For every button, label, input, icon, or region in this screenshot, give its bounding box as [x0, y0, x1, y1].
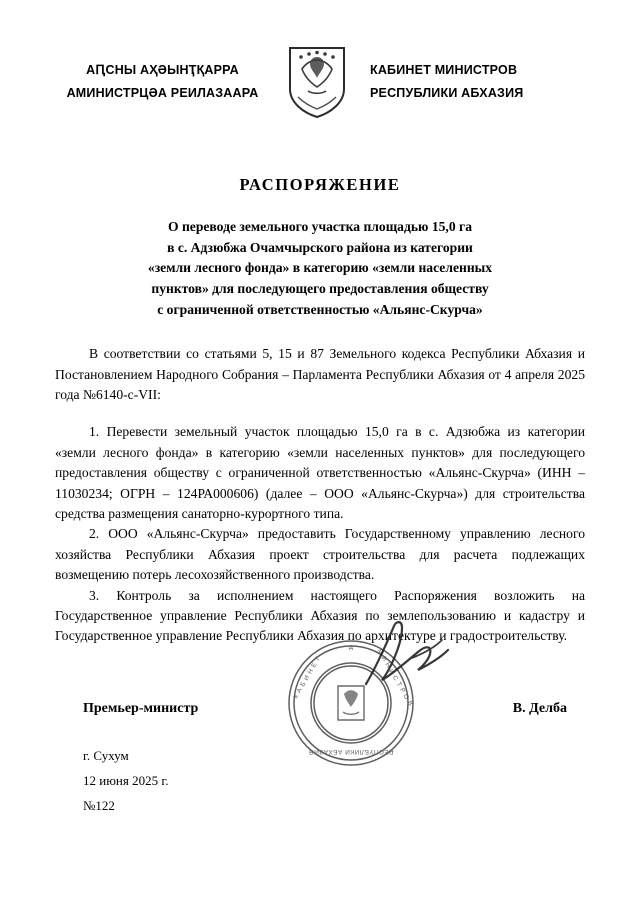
document-number: №122 [83, 798, 115, 814]
svg-text:К А Б И Н Е Т: К А Б И Н Е Т [292, 655, 323, 701]
stamp-area [286, 638, 416, 768]
signatory-name: В. Делба [512, 700, 567, 716]
header-right-block [364, 59, 585, 105]
header-right-line-1: КАБИНЕТ МИНИСТРОВ [370, 62, 518, 77]
document-subject [55, 217, 585, 320]
document-body [55, 344, 585, 646]
svg-text:А: А [348, 645, 354, 652]
clause-paragraph-3: 3. Контроль за исполнением настоящего Распоряжения возложить на Государственное управление Республики Абхазия по землепользованию и кадастру и Государственное управление Республики Абхазия по архитектуре и градостроительству. [55, 587, 585, 644]
handwritten-signature-icon [360, 618, 456, 698]
subject-line-5: с ограниченной ответственностью «Альянс-Скурча» [157, 301, 483, 317]
coat-of-arms-icon [286, 45, 348, 119]
page-title: РАСПОРЯЖЕНИЕ [239, 175, 401, 194]
subject-line-3: «земли лесного фонда» в категорию «земли населенных [147, 260, 493, 276]
document-header [55, 45, 585, 119]
clause-paragraph-1: 1. Перевести земельный участок площадью 15,0 га в с. Адзюбжа из категории «земли лесного фонда» в категорию «земли населенных пунктов» для последующего предоставления обществу с ограниченной ответственностью «Альянс-Скурча» (ИНН – 11030234; ОГРН – 124РА000606) (далее – ООО «Альянс-Скурча») для строительства средства размещения санаторно-курортного типа. [55, 424, 585, 522]
subject-line-1: О переводе земельного участка площадью 15,0 га [168, 219, 472, 234]
city-label: г. Сухум [83, 747, 129, 763]
signatory-position: Премьер-министр [83, 700, 199, 716]
header-left-block [55, 59, 270, 105]
svg-text:РЕСПУБЛИКИ АБХАЗИЯ: РЕСПУБЛИКИ АБХАЗИЯ [308, 748, 394, 755]
svg-text:М И Н И С Т Р О В: М И Н И С Т Р О В [375, 647, 414, 708]
preamble-paragraph: В соответствии со статьями 5, 15 и 87 Земельного кодекса Республики Абхазия и Постановлением Народного Собрания – Парламента Республики Абхазия от 4 апреля 2025 года №6140-с-VII: [55, 346, 585, 403]
header-left-line-2: АМИНИСТРЦӘА РЕИЛАЗААРА [66, 86, 259, 100]
date-label: 12 июня 2025 г. [83, 773, 169, 789]
header-left-line-1: АԤСНЫ АҲӘЫНҬҚАРРА [86, 62, 239, 77]
subject-line-4: пунктов» для последующего предоставления обществу [151, 280, 489, 296]
header-right-line-2: РЕСПУБЛИКИ АБХАЗИЯ [370, 86, 524, 100]
clause-paragraph-2: 2. ООО «Альянс-Скурча» предоставить Государственному управлению лесного хозяйства Республики Абхазия проект строительства для расчета подлежащих возмещению потерь лесохозяйственного производства. [55, 526, 585, 583]
subject-line-2: в с. Адзюбжа Очамчырского района из категории [167, 239, 473, 255]
